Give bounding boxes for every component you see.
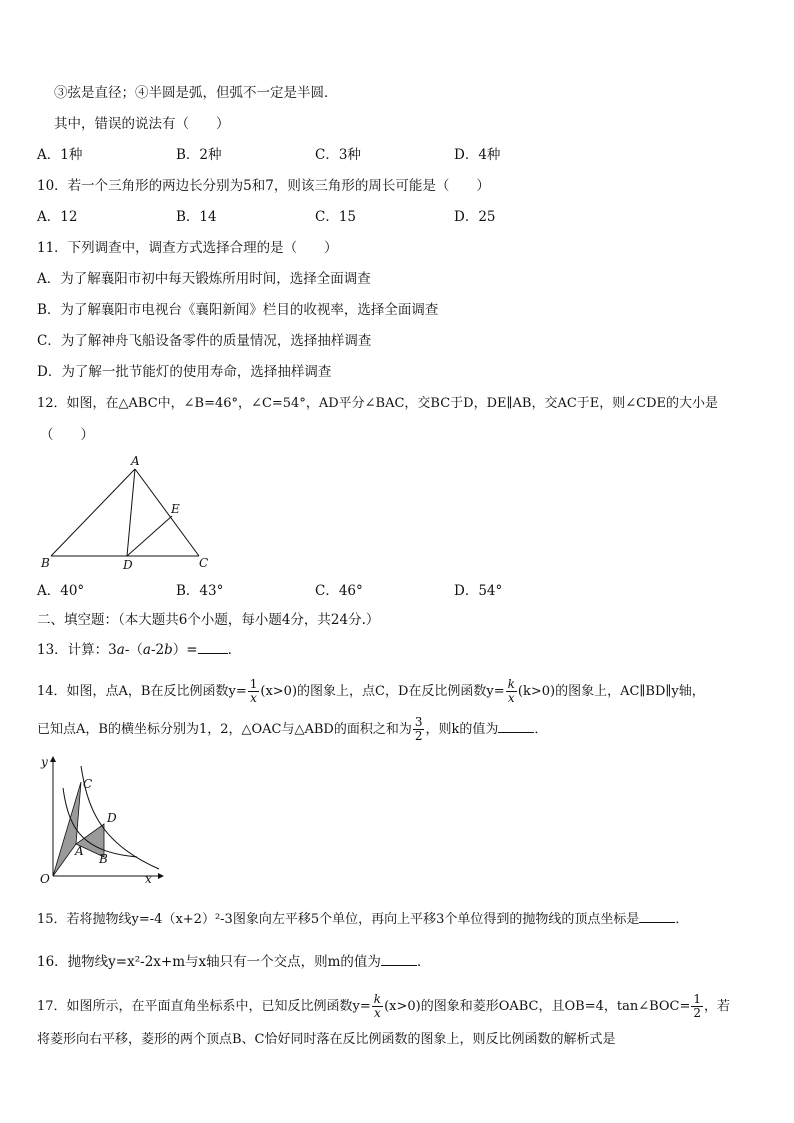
section2-title: 二、填空题：（本大题共6个小题，每小题4分，共24分.） [37, 612, 380, 628]
q14-f1-num: 1 [249, 677, 258, 691]
q9-option-c[interactable]: C．3种 [315, 147, 361, 163]
q17-t-den: 2 [693, 1006, 702, 1020]
q14-p1: 14．如图，点A，B在反比例函数y= [37, 684, 247, 699]
q13-end: ． [227, 642, 242, 658]
q17-line1 [37, 993, 730, 1020]
label-o: O [40, 872, 50, 886]
q10-option-b[interactable]: B．14 [176, 209, 217, 225]
q13-suffix: ）= [172, 642, 198, 658]
label-b: B [41, 556, 50, 570]
q16-stem: 16．抛物线y=x²-2x+m与x轴只有一个交点，则m的值为 [37, 954, 381, 970]
q13-mid: -（ [124, 642, 143, 658]
q15-stem: 15．若将抛物线y=-4（x+2）²-3图象向左平移5个单位，再向上平移3个单位得到的抛物线的顶点坐标是 [37, 912, 640, 927]
q13-a1: a [116, 642, 125, 658]
q14-f2-den: x [507, 691, 515, 705]
q17-f-den: x [374, 1006, 381, 1020]
q16-end: ． [416, 954, 431, 970]
q10-option-a[interactable]: A．12 [37, 209, 78, 225]
q11-option-a[interactable]: A．为了解襄阳市初中每天锻炼所用时间，选择全面调查 [37, 271, 371, 287]
q14-fraction-3-over-2 [413, 716, 425, 743]
label-d: D [107, 811, 117, 825]
q15-end: ． [675, 912, 689, 927]
label-c: C [199, 556, 209, 570]
curve-k-over-x [81, 766, 159, 869]
q12-option-c[interactable]: C．46° [315, 583, 363, 599]
q12-option-d[interactable]: D．54° [454, 583, 503, 599]
label-a: A [131, 454, 140, 468]
q14-p4: 已知点A，B的横坐标分别为1，2，△OAC与△ABD的面积之和为 [37, 722, 412, 737]
q11-stem: 11．下列调查中，调查方式选择合理的是（ ） [37, 240, 338, 256]
q14-f2-num: k [507, 677, 515, 691]
q17-t-num: 1 [693, 992, 702, 1006]
q15-line [37, 910, 688, 929]
q17-p3: ，若 [704, 999, 731, 1014]
q12-triangle-figure [38, 452, 218, 574]
q17-p1: 17．如图所示，在平面直角坐标系中，已知反比例函数y= [37, 999, 371, 1014]
line-ad [127, 469, 135, 556]
q14-p2: (x>0)的图象上，点C，D在反比例函数y= [260, 684, 505, 699]
q14-fraction-1-over-x [248, 678, 260, 705]
q10-option-d[interactable]: D．25 [454, 209, 496, 225]
q17-f-num: k [373, 992, 382, 1006]
q16-line [37, 953, 430, 971]
q12-stem: 12．如图，在△ABC中，∠B=46°，∠C=54°，AD平分∠BAC，交BC于D，DE∥AB，交AC于E，则∠CDE的大小是 [37, 396, 719, 411]
q13-a2: a [142, 642, 151, 658]
q10-option-c[interactable]: C．15 [315, 209, 357, 225]
q11-option-c[interactable]: C．为了解神舟飞船设备零件的质量情况，选择抽样调查 [37, 333, 372, 349]
q12-paren: （ ） [40, 427, 94, 443]
q9-continuation: ③弦是直径；④半圆是弧，但弧不一定是半圆． [54, 85, 338, 101]
label-a: A [75, 844, 84, 858]
q14-line1 [37, 678, 705, 705]
label-e: E [171, 502, 180, 516]
q12-option-b[interactable]: B．43° [176, 583, 224, 599]
q14-f3-num: 3 [414, 715, 423, 729]
label-c: C [83, 777, 93, 791]
q17-fraction-k-over-x [372, 993, 383, 1020]
q14-fraction-k-over-x [506, 678, 517, 705]
q9-option-d[interactable]: D．4种 [454, 147, 501, 163]
q14-p3: (k>0)的图象上，AC∥BD∥y轴， [517, 684, 705, 699]
q16-answer-blank[interactable] [381, 953, 417, 966]
q17-line2: 将菱形向右平移，菱形的两个顶点B、C恰好同时落在反比例函数的图象上，则反比例函数的解析式是 [37, 1032, 616, 1047]
q14-p5: ，则k的值为 [425, 722, 499, 737]
q15-answer-blank[interactable] [639, 910, 675, 923]
label-y: y [41, 755, 48, 769]
q13-answer-blank[interactable] [198, 641, 228, 654]
q14-graph-figure [35, 752, 170, 890]
q13-minus2: -2 [150, 642, 165, 658]
label-d: D [123, 558, 133, 572]
q17-p2: (x>0)的图象和菱形OABC，且OB=4，tan∠BOC= [384, 999, 691, 1014]
q14-line2 [37, 716, 547, 743]
label-x: x [145, 872, 152, 886]
q14-answer-blank[interactable] [498, 720, 534, 733]
q11-option-d[interactable]: D．为了解一批节能灯的使用寿命，选择抽样调查 [37, 364, 332, 380]
q10-stem: 10．若一个三角形的两边长分别为5和7，则该三角形的周长可能是（ ） [37, 178, 490, 194]
q9-option-b[interactable]: B．2种 [176, 147, 222, 163]
q12-option-a[interactable]: A．40° [37, 583, 85, 599]
q17-fraction-1-over-2 [691, 993, 703, 1020]
q13-line [37, 641, 241, 659]
line-ac [135, 469, 199, 556]
q14-f3-den: 2 [414, 729, 423, 743]
q9-stem: 其中，错误的说法有（ ） [54, 116, 230, 132]
q14-f1-den: x [250, 691, 257, 705]
q13-b: b [164, 642, 173, 658]
label-b: B [99, 852, 108, 866]
line-ab [51, 469, 135, 556]
q11-option-b[interactable]: B．为了解襄阳市电视台《襄阳新闻》栏目的收视率，选择全面调查 [37, 302, 439, 318]
q9-option-a[interactable]: A．1种 [37, 147, 83, 163]
line-de [127, 516, 172, 556]
q14-end: ． [534, 722, 548, 737]
q13-prefix: 13．计算：3 [37, 642, 117, 658]
